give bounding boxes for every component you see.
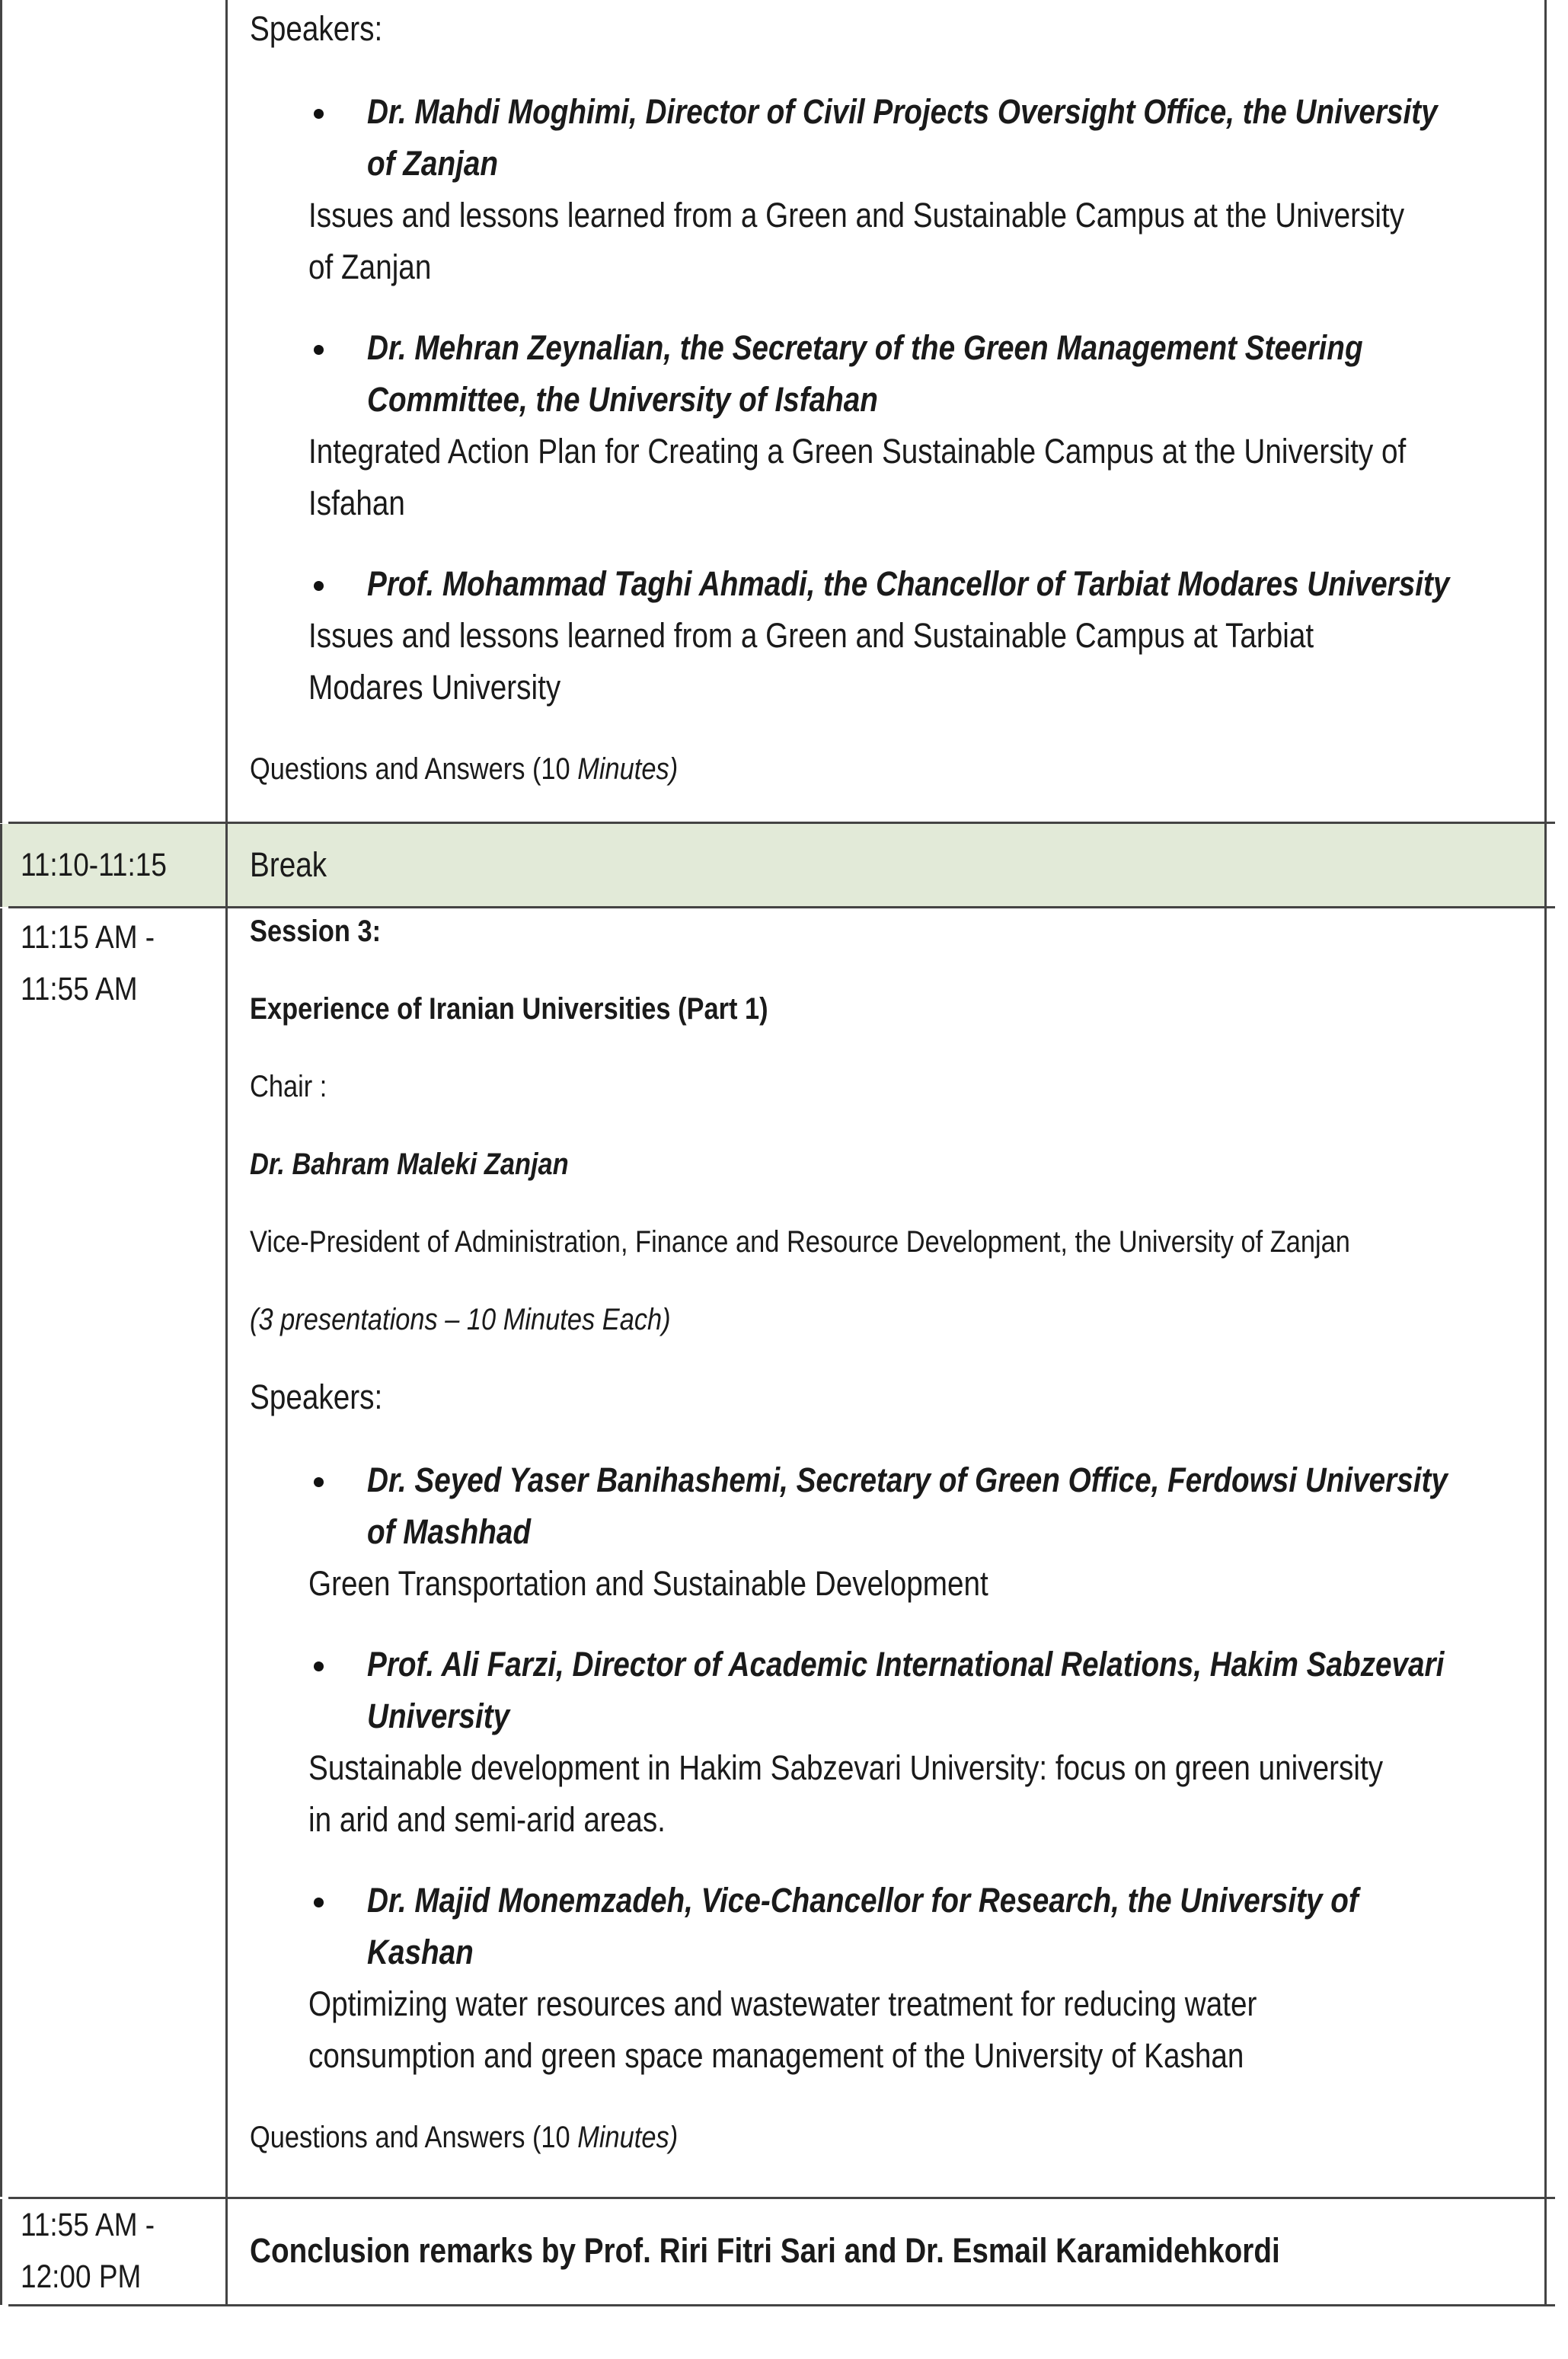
speaker-topic: Green Transportation and Sustainable Development [308, 1564, 988, 1603]
speaker-name: of Zanjan [367, 144, 498, 183]
closing-content [230, 2199, 1544, 2305]
qa-note: Questions and Answers (10 Minutes) [250, 752, 679, 786]
speakers-label: Speakers: [250, 9, 383, 48]
session-title: Experience of Iranian Universities (Part 1) [250, 992, 768, 1026]
bullet-icon [314, 1898, 324, 1907]
speaker-topic: Modares University [308, 668, 561, 707]
speaker-topic: of Zanjan [308, 247, 432, 286]
speaker-name: Kashan [367, 1933, 474, 1971]
bullet-icon [314, 581, 324, 591]
time-slot: 11:55 AM - [21, 2207, 155, 2243]
speaker-name: Prof. Ali Farzi, Director of Academic International Relations, Hakim Sabzevari [367, 1645, 1445, 1684]
speaker-name: Dr. Seyed Yaser Banihashemi, Secretary of Green Office, Ferdowsi University [367, 1460, 1448, 1499]
speaker-name: Committee, the University of Isfahan [367, 380, 878, 419]
bullet-icon [314, 345, 324, 355]
break-content [230, 824, 1544, 907]
session-label: Session 3: [250, 915, 382, 948]
time-cell [2, 908, 228, 2197]
time-slot: 11:55 AM [21, 971, 138, 1007]
speaker-topic: Sustainable development in Hakim Sabzevari University: focus on green university [308, 1748, 1384, 1787]
speaker-name: Dr. Mahdi Moghimi, Director of Civil Projects Oversight Office, the University [367, 92, 1438, 131]
speaker-name: Prof. Mohammad Taghi Ahmadi, the Chancellor of Tarbiat Modares University [367, 564, 1450, 603]
closing-row [0, 2199, 1547, 2305]
speaker-name: Dr. Majid Monemzadeh, Vice-Chancellor for Research, the University of [367, 1881, 1359, 1920]
time-cell [2, 824, 228, 907]
speaker-name: Dr. Mehran Zeynalian, the Secretary of the Green Management Steering [367, 328, 1363, 367]
speaker-topic: Isfahan [308, 484, 405, 522]
chair-role: Vice-President of Administration, Finance and Resource Development, the University of Zanjan [250, 1225, 1350, 1259]
speaker-topic: in arid and semi-arid areas. [308, 1800, 666, 1839]
speaker-topic: consumption and green space management of the University of Kashan [308, 2036, 1244, 2075]
time-slot: 12:00 PM [21, 2258, 142, 2295]
session3-content [230, 908, 1544, 2197]
bullet-icon [314, 109, 324, 119]
break-row [0, 824, 1547, 907]
closing-label: Conclusion remarks by Prof. Riri Fitri Sari and Dr. Esmail Karamidehkordi [250, 2231, 1280, 2270]
time-cell [2, 2199, 228, 2305]
table-bottom-border [8, 2304, 1555, 2306]
speakers-label: Speakers: [250, 1377, 383, 1416]
bullet-icon [314, 1662, 324, 1671]
time-cell-empty [2, 0, 228, 823]
speaker-name: of Mashhad [367, 1512, 532, 1551]
speaker-name: University [367, 1697, 510, 1735]
session-format: (3 presentations – 10 Minutes Each) [250, 1303, 671, 1336]
speaker-topic: Issues and lessons learned from a Green and Sustainable Campus at Tarbiat [308, 616, 1314, 655]
time-slot: 11:10-11:15 [21, 847, 167, 883]
bullet-icon [314, 1477, 324, 1487]
speaker-topic: Integrated Action Plan for Creating a Green Sustainable Campus at the University of [308, 432, 1407, 471]
time-slot: 11:15 AM - [21, 919, 155, 956]
speaker-topic: Issues and lessons learned from a Green and Sustainable Campus at the University [308, 196, 1405, 235]
session-row-continued [0, 0, 1547, 823]
session3-row [0, 908, 1547, 2197]
session-content [230, 0, 1544, 823]
qa-note: Questions and Answers (10 Minutes) [250, 2121, 679, 2154]
chair-label: Chair : [250, 1070, 327, 1103]
break-label: Break [250, 845, 327, 884]
speaker-topic: Optimizing water resources and wastewater treatment for reducing water [308, 1984, 1257, 2023]
chair-name: Dr. Bahram Maleki Zanjan [250, 1148, 569, 1181]
